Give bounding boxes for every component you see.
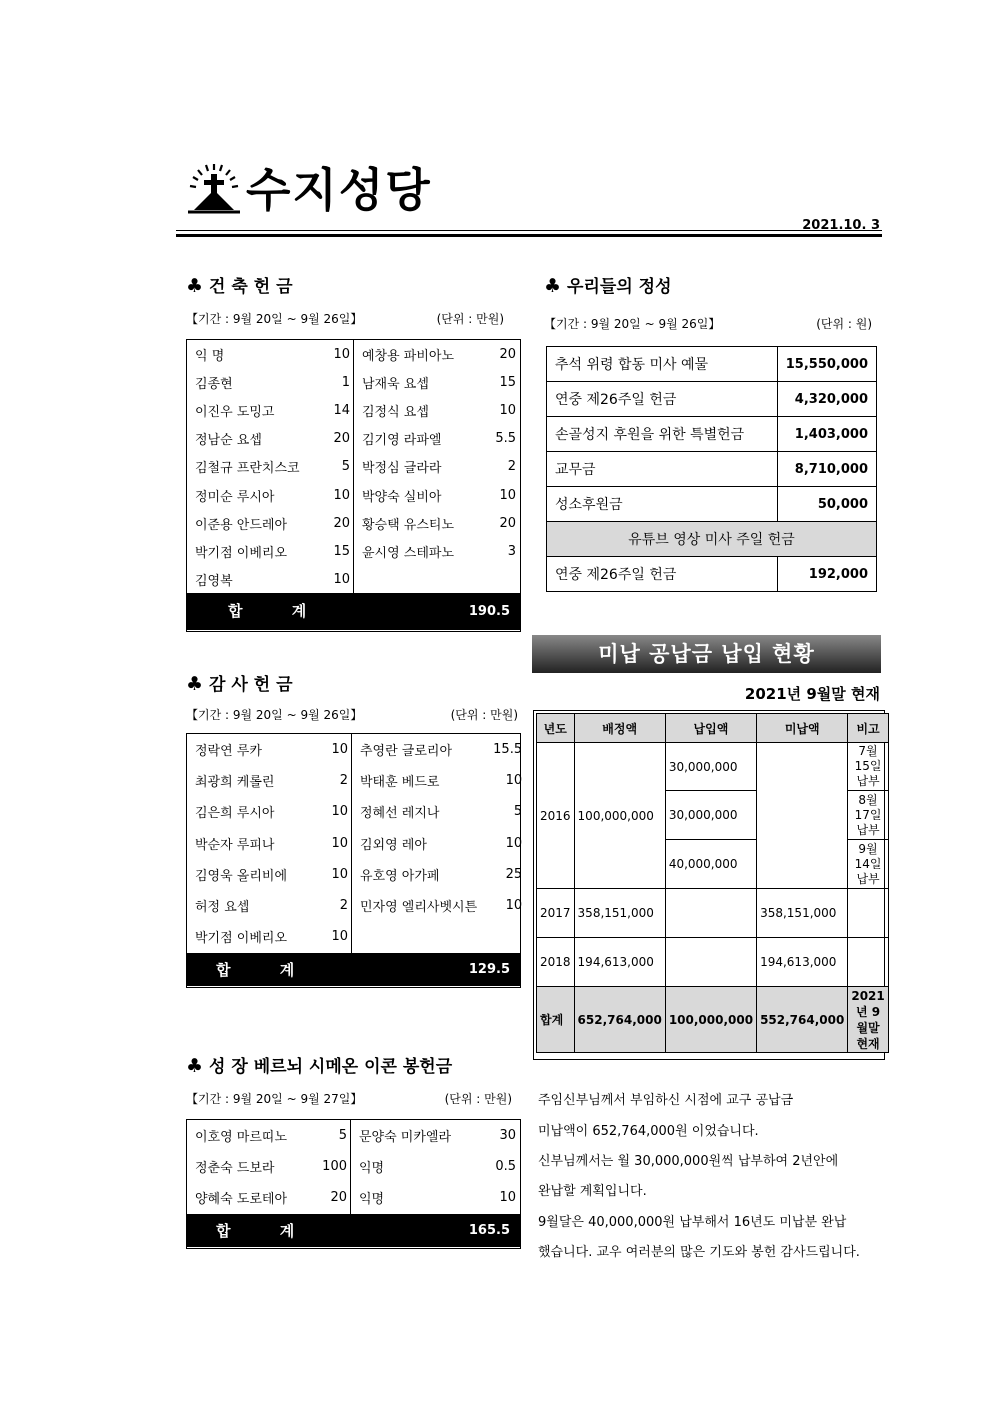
donor-row bbox=[187, 481, 354, 509]
arrears-note-line: 신부님께서는 월 30,000,000원씩 납부하여 2년안에 bbox=[538, 1154, 839, 1169]
donor-name: 이진우 도밍고 bbox=[195, 404, 275, 420]
donor-row bbox=[187, 765, 352, 796]
note-cell: 9월14일 납부 bbox=[848, 840, 888, 889]
donor-amount: 0.5 bbox=[495, 1159, 516, 1174]
col-header: 년도 bbox=[537, 714, 575, 743]
donor-name: 정미순 루시아 bbox=[195, 489, 275, 505]
paid-cell: 40,000,000 bbox=[665, 840, 756, 889]
donor-amount: 10 bbox=[331, 835, 348, 851]
note-cell: 8월17일 납부 bbox=[848, 791, 888, 840]
statue-total-bar bbox=[186, 1214, 520, 1247]
donor-name: 이호영 마르띠노 bbox=[195, 1130, 288, 1145]
thanks-unit: (단위 : 만원) bbox=[450, 708, 518, 722]
donor-amount: 100 bbox=[322, 1159, 347, 1174]
donor-row bbox=[351, 1151, 520, 1182]
youtube-subheader: 유튜브 영상 미사 주일 헌금 bbox=[547, 522, 877, 557]
note-cell: 7월15일 납부 bbox=[848, 743, 888, 791]
donor-row bbox=[354, 340, 520, 368]
offering-label: 추석 위령 합동 미사 예물 bbox=[547, 347, 778, 382]
table-row bbox=[547, 417, 877, 452]
offering-label: 연중 제26주일 헌금 bbox=[547, 382, 778, 417]
donor-row bbox=[187, 566, 354, 594]
donor-row bbox=[352, 890, 526, 921]
table-row bbox=[547, 347, 877, 382]
total-note-cell: 2021년 9월말 현재 bbox=[848, 987, 888, 1053]
donor-amount: 10 bbox=[333, 487, 350, 503]
thanks-total: 129.5 bbox=[468, 962, 510, 977]
unpaid-cell: 194,613,000 bbox=[757, 938, 848, 987]
statue-total: 165.5 bbox=[468, 1223, 510, 1238]
donor-amount: 30 bbox=[499, 1128, 516, 1143]
note-cell bbox=[848, 938, 888, 987]
thanks-total-bar bbox=[186, 953, 520, 986]
donor-amount: 1 bbox=[341, 374, 350, 390]
table-row bbox=[547, 452, 877, 487]
offerings-unit: (단위 : 원) bbox=[816, 317, 872, 331]
assigned-cell: 358,151,000 bbox=[574, 889, 665, 938]
donor-amount: 14 bbox=[333, 402, 350, 418]
donor-row bbox=[187, 921, 352, 952]
donor-name: 유호영 아가페 bbox=[360, 868, 440, 884]
donor-row bbox=[187, 453, 354, 481]
offering-label: 연중 제26주일 헌금 bbox=[547, 557, 778, 592]
offering-value: 50,000 bbox=[777, 487, 876, 522]
table-row bbox=[547, 522, 877, 557]
header-divider bbox=[176, 234, 882, 237]
paid-cell bbox=[665, 889, 756, 938]
section-title-offerings: ♣ 우리들의 정성 bbox=[544, 275, 672, 297]
table-total-row bbox=[537, 987, 889, 1053]
donor-name: 익 명 bbox=[195, 348, 225, 364]
donor-row bbox=[352, 796, 526, 827]
donor-row bbox=[354, 509, 520, 537]
total-unpaid-cell: 552,764,000 bbox=[757, 987, 848, 1053]
club-icon: ♣ bbox=[186, 1055, 204, 1077]
donor-amount: 2 bbox=[507, 459, 516, 475]
arrears-table bbox=[536, 713, 889, 1053]
donor-name: 김정식 요셉 bbox=[362, 404, 429, 420]
donor-row bbox=[187, 396, 354, 424]
donor-row bbox=[187, 1120, 351, 1151]
col-header: 납입액 bbox=[665, 714, 756, 743]
donor-amount: 10 bbox=[331, 742, 348, 758]
total-label: 합 계 bbox=[216, 1222, 317, 1240]
col-header: 미납액 bbox=[757, 714, 848, 743]
assigned-cell: 194,613,000 bbox=[574, 938, 665, 987]
donor-name: 문양숙 미카엘라 bbox=[359, 1130, 452, 1145]
total-assigned-cell: 652,764,000 bbox=[574, 987, 665, 1053]
donor-name: 최광희 케롤린 bbox=[195, 775, 275, 791]
unpaid-cell: 358,151,000 bbox=[757, 889, 848, 938]
offering-label: 손골성지 후원을 위한 특별헌금 bbox=[547, 417, 778, 452]
donor-row bbox=[352, 828, 526, 859]
donor-amount: 20 bbox=[499, 515, 516, 531]
section-title-thanks: ♣ 감 사 헌 금 bbox=[186, 673, 293, 695]
donor-amount: 2 bbox=[339, 898, 348, 914]
donor-name: 추영란 글로리아 bbox=[360, 744, 453, 760]
statue-left-table bbox=[187, 1120, 351, 1213]
donor-amount: 2 bbox=[339, 773, 348, 789]
donor-amount: 5 bbox=[341, 459, 350, 475]
donor-row bbox=[354, 368, 520, 396]
year-cell: 2016 bbox=[537, 743, 575, 889]
donor-row bbox=[187, 1151, 351, 1182]
arrears-note-line: 9월달은 40,000,000원 납부해서 16년도 미납분 완납 bbox=[538, 1215, 847, 1230]
offering-label: 성소후원금 bbox=[547, 487, 778, 522]
donor-row bbox=[187, 890, 352, 921]
donor-row bbox=[187, 828, 352, 859]
section-title-building: ♣ 건 축 헌 금 bbox=[186, 275, 293, 297]
assigned-cell: 100,000,000 bbox=[574, 743, 665, 889]
donor-row bbox=[352, 734, 526, 765]
donor-amount: 5.5 bbox=[495, 431, 516, 447]
church-name: 수지성당 bbox=[246, 163, 432, 217]
donor-amount: 5 bbox=[338, 1128, 347, 1143]
donor-name: 김은희 루시아 bbox=[195, 806, 275, 822]
table-row bbox=[547, 557, 877, 592]
donor-amount: 10 bbox=[499, 1190, 516, 1205]
year-cell: 2018 bbox=[537, 938, 575, 987]
offerings-table bbox=[546, 346, 877, 592]
donor-name: 김외영 레아 bbox=[360, 837, 427, 853]
donor-name: 익명 bbox=[359, 1192, 385, 1207]
donor-row bbox=[354, 537, 520, 565]
note-cell bbox=[848, 889, 888, 938]
donor-name: 박기점 이베리오 bbox=[195, 931, 288, 947]
donor-row bbox=[187, 859, 352, 890]
donor-name: 정락연 루카 bbox=[195, 744, 262, 760]
total-label: 합 계 bbox=[216, 961, 317, 979]
donor-amount: 10 bbox=[499, 487, 516, 503]
year-cell: 2017 bbox=[537, 889, 575, 938]
donor-row bbox=[187, 1182, 351, 1213]
donor-name: 정남순 요셉 bbox=[195, 433, 262, 449]
donor-amount: 10 bbox=[505, 898, 523, 914]
donor-row bbox=[354, 481, 520, 509]
donor-amount: 10 bbox=[505, 773, 523, 789]
arrears-banner: 미납 공납금 납입 현황 bbox=[532, 635, 881, 673]
paid-cell: 30,000,000 bbox=[665, 743, 756, 791]
building-period: 【기간 : 9월 20일 ~ 9월 26일】 bbox=[186, 312, 363, 326]
donor-amount: 10 bbox=[333, 346, 350, 362]
building-total: 190.5 bbox=[468, 604, 510, 619]
building-unit: (단위 : 만원) bbox=[436, 312, 504, 326]
club-icon: ♣ bbox=[544, 275, 562, 297]
donor-name: 윤시영 스테파노 bbox=[362, 545, 455, 561]
paid-cell bbox=[665, 938, 756, 987]
statue-right-table bbox=[351, 1120, 520, 1213]
donor-row bbox=[352, 765, 526, 796]
total-label: 합 계 bbox=[228, 602, 329, 620]
donor-amount: 10 bbox=[331, 929, 348, 945]
donor-name: 이준용 안드레아 bbox=[195, 517, 288, 533]
donor-row bbox=[187, 509, 354, 537]
donor-amount: 15.5 bbox=[493, 742, 523, 758]
donor-amount: 20 bbox=[333, 515, 350, 531]
donor-name: 예창용 파비아노 bbox=[362, 348, 455, 364]
arrears-note-line: 완납할 계획입니다. bbox=[538, 1184, 647, 1199]
donor-name: 민자영 엘리사벳시튼 bbox=[360, 900, 478, 916]
offering-value: 4,320,000 bbox=[777, 382, 876, 417]
donor-row bbox=[187, 796, 352, 827]
club-icon: ♣ bbox=[186, 275, 204, 297]
donor-amount: 10 bbox=[499, 402, 516, 418]
donor-amount: 15 bbox=[333, 543, 350, 559]
donor-name: 박순자 루피나 bbox=[195, 837, 275, 853]
donor-name: 박기점 이베리오 bbox=[195, 545, 288, 561]
donor-row bbox=[187, 368, 354, 396]
building-right-table bbox=[354, 340, 520, 566]
donor-name: 익명 bbox=[359, 1161, 385, 1176]
total-label-cell: 합계 bbox=[537, 987, 575, 1053]
bulletin-date: 2021.10. 3 bbox=[802, 218, 880, 233]
donor-amount: 15 bbox=[499, 374, 516, 390]
thanks-period: 【기간 : 9월 20일 ~ 9월 26일】 bbox=[186, 708, 363, 722]
donor-row bbox=[354, 396, 520, 424]
arrears-note-line: 미납액이 652,764,000원 이었습니다. bbox=[538, 1124, 759, 1139]
thanks-right-table bbox=[352, 734, 526, 921]
arrears-note-line: 주임신부님께서 부임하신 시점에 교구 공납금 bbox=[538, 1093, 794, 1108]
arrears-note-line: 했습니다. 교우 여러분의 많은 기도와 봉헌 감사드립니다. bbox=[538, 1245, 860, 1260]
donor-name: 김종현 bbox=[195, 376, 233, 392]
club-icon: ♣ bbox=[186, 673, 204, 695]
section-title-statue: ♣ 성 장 베르뇌 시메온 이콘 봉헌금 bbox=[186, 1055, 453, 1077]
donor-name: 남재욱 요셉 bbox=[362, 376, 429, 392]
donor-name: 정혜선 레지나 bbox=[360, 806, 440, 822]
donor-name: 박태훈 베드로 bbox=[360, 775, 440, 791]
col-header: 비고 bbox=[848, 714, 888, 743]
donor-row bbox=[351, 1120, 520, 1151]
donor-row bbox=[187, 734, 352, 765]
total-paid-cell: 100,000,000 bbox=[665, 987, 756, 1053]
table-row bbox=[537, 743, 889, 791]
offering-value: 192,000 bbox=[777, 557, 876, 592]
donor-amount: 10 bbox=[331, 804, 348, 820]
header-divider-thin bbox=[176, 230, 882, 231]
donor-name: 박정심 글라라 bbox=[362, 461, 442, 477]
donor-amount: 5 bbox=[513, 804, 523, 820]
church-logo-icon bbox=[186, 160, 242, 216]
donor-name: 김영욱 올리비에 bbox=[195, 868, 288, 884]
donor-amount: 25 bbox=[505, 866, 523, 882]
table-row bbox=[537, 889, 889, 938]
offerings-period: 【기간 : 9월 20일 ~ 9월 26일】 bbox=[544, 317, 721, 331]
building-left-table bbox=[187, 340, 354, 594]
arrears-as-of: 2021년 9월말 현재 bbox=[744, 685, 880, 703]
offering-value: 8,710,000 bbox=[777, 452, 876, 487]
donor-row bbox=[187, 340, 354, 368]
paid-cell: 30,000,000 bbox=[665, 791, 756, 840]
donor-amount: 20 bbox=[499, 346, 516, 362]
unpaid-cell bbox=[757, 743, 848, 889]
offering-label: 교무금 bbox=[547, 452, 778, 487]
donor-amount: 10 bbox=[505, 835, 523, 851]
donor-amount: 20 bbox=[330, 1190, 347, 1205]
donor-amount: 3 bbox=[507, 543, 516, 559]
thanks-left-table bbox=[187, 734, 352, 952]
donor-name: 정춘숙 드보라 bbox=[195, 1161, 275, 1176]
building-total-bar bbox=[186, 593, 520, 630]
donor-name: 허정 요셉 bbox=[195, 900, 250, 916]
donor-row bbox=[187, 425, 354, 453]
donor-row bbox=[351, 1182, 520, 1213]
donor-name: 김영복 bbox=[195, 574, 233, 590]
offering-value: 1,403,000 bbox=[777, 417, 876, 452]
donor-name: 양혜숙 도로테아 bbox=[195, 1192, 288, 1207]
table-row bbox=[537, 938, 889, 987]
col-header: 배정액 bbox=[574, 714, 665, 743]
table-row bbox=[547, 487, 877, 522]
donor-row bbox=[352, 859, 526, 890]
donor-name: 김철규 프란치스코 bbox=[195, 461, 300, 477]
donor-amount: 10 bbox=[333, 572, 350, 588]
donor-row bbox=[354, 453, 520, 481]
donor-name: 김기영 라파엘 bbox=[362, 433, 442, 449]
donor-amount: 20 bbox=[333, 431, 350, 447]
donor-name: 황승택 유스티노 bbox=[362, 517, 455, 533]
statue-unit: (단위 : 만원) bbox=[444, 1092, 512, 1106]
table-header-row bbox=[537, 714, 889, 743]
donor-amount: 10 bbox=[331, 866, 348, 882]
offering-value: 15,550,000 bbox=[777, 347, 876, 382]
donor-name: 박양숙 실비아 bbox=[362, 489, 442, 505]
statue-period: 【기간 : 9월 20일 ~ 9월 27일】 bbox=[186, 1092, 363, 1106]
donor-row bbox=[354, 425, 520, 453]
table-row bbox=[547, 382, 877, 417]
donor-row bbox=[187, 537, 354, 565]
